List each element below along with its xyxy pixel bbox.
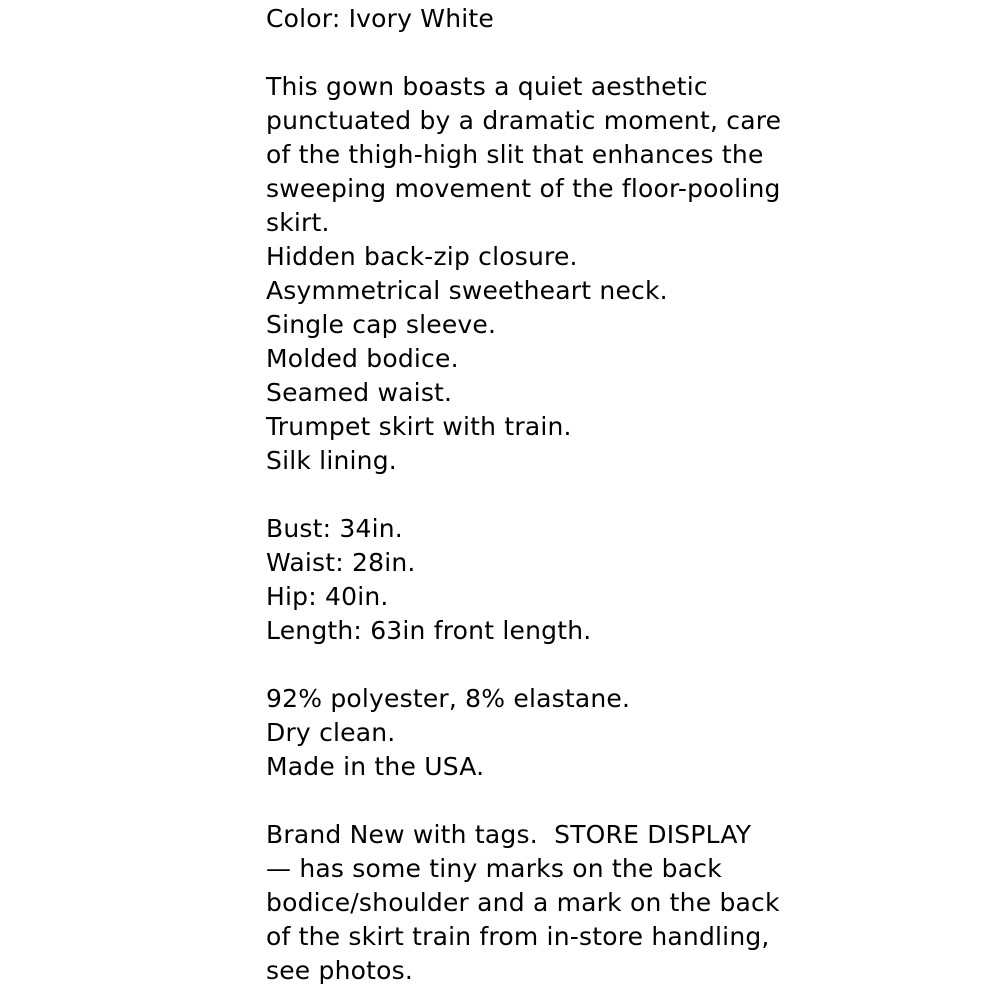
feature-item: Molded bodice. [266,344,459,373]
spacer [266,36,986,70]
condition-line: Brand New with tags. STORE DISPLAY [266,820,752,849]
description-line: of the thigh-high slit that enhances the [266,140,764,169]
condition-line: — has some tiny marks on the back [266,854,722,883]
feature-list [266,240,986,478]
feature-item: Hidden back-zip closure. [266,242,578,271]
description-line: sweeping movement of the floor-pooling [266,174,781,203]
spacer [266,784,986,818]
description-paragraph [266,70,986,240]
description-line: punctuated by a dramatic moment, care [266,106,782,135]
condition-paragraph [266,818,986,988]
measurement-item: Bust: 34in. [266,514,403,543]
measurement-list [266,512,986,648]
feature-item: Trumpet skirt with train. [266,412,572,441]
feature-item: Seamed waist. [266,378,453,407]
care-list [266,682,986,784]
care-item: 92% polyester, 8% elastane. [266,684,631,713]
measurement-item: Waist: 28in. [266,548,416,577]
feature-item: Asymmetrical sweetheart neck. [266,276,668,305]
measurement-item: Hip: 40in. [266,582,389,611]
care-item: Made in the USA. [266,752,485,781]
feature-item: Silk lining. [266,446,397,475]
color-line: Color: Ivory White [266,4,494,33]
product-description [266,2,986,988]
condition-line: of the skirt train from in-store handling, [266,922,770,951]
condition-line: bodice/shoulder and a mark on the back [266,888,780,917]
spacer [266,478,986,512]
condition-line: see photos. [266,956,414,985]
spacer [266,648,986,682]
care-item: Dry clean. [266,718,396,747]
description-line: skirt. [266,208,330,237]
description-line: This gown boasts a quiet aesthetic [266,72,708,101]
measurement-item: Length: 63in front length. [266,616,592,645]
feature-item: Single cap sleeve. [266,310,497,339]
